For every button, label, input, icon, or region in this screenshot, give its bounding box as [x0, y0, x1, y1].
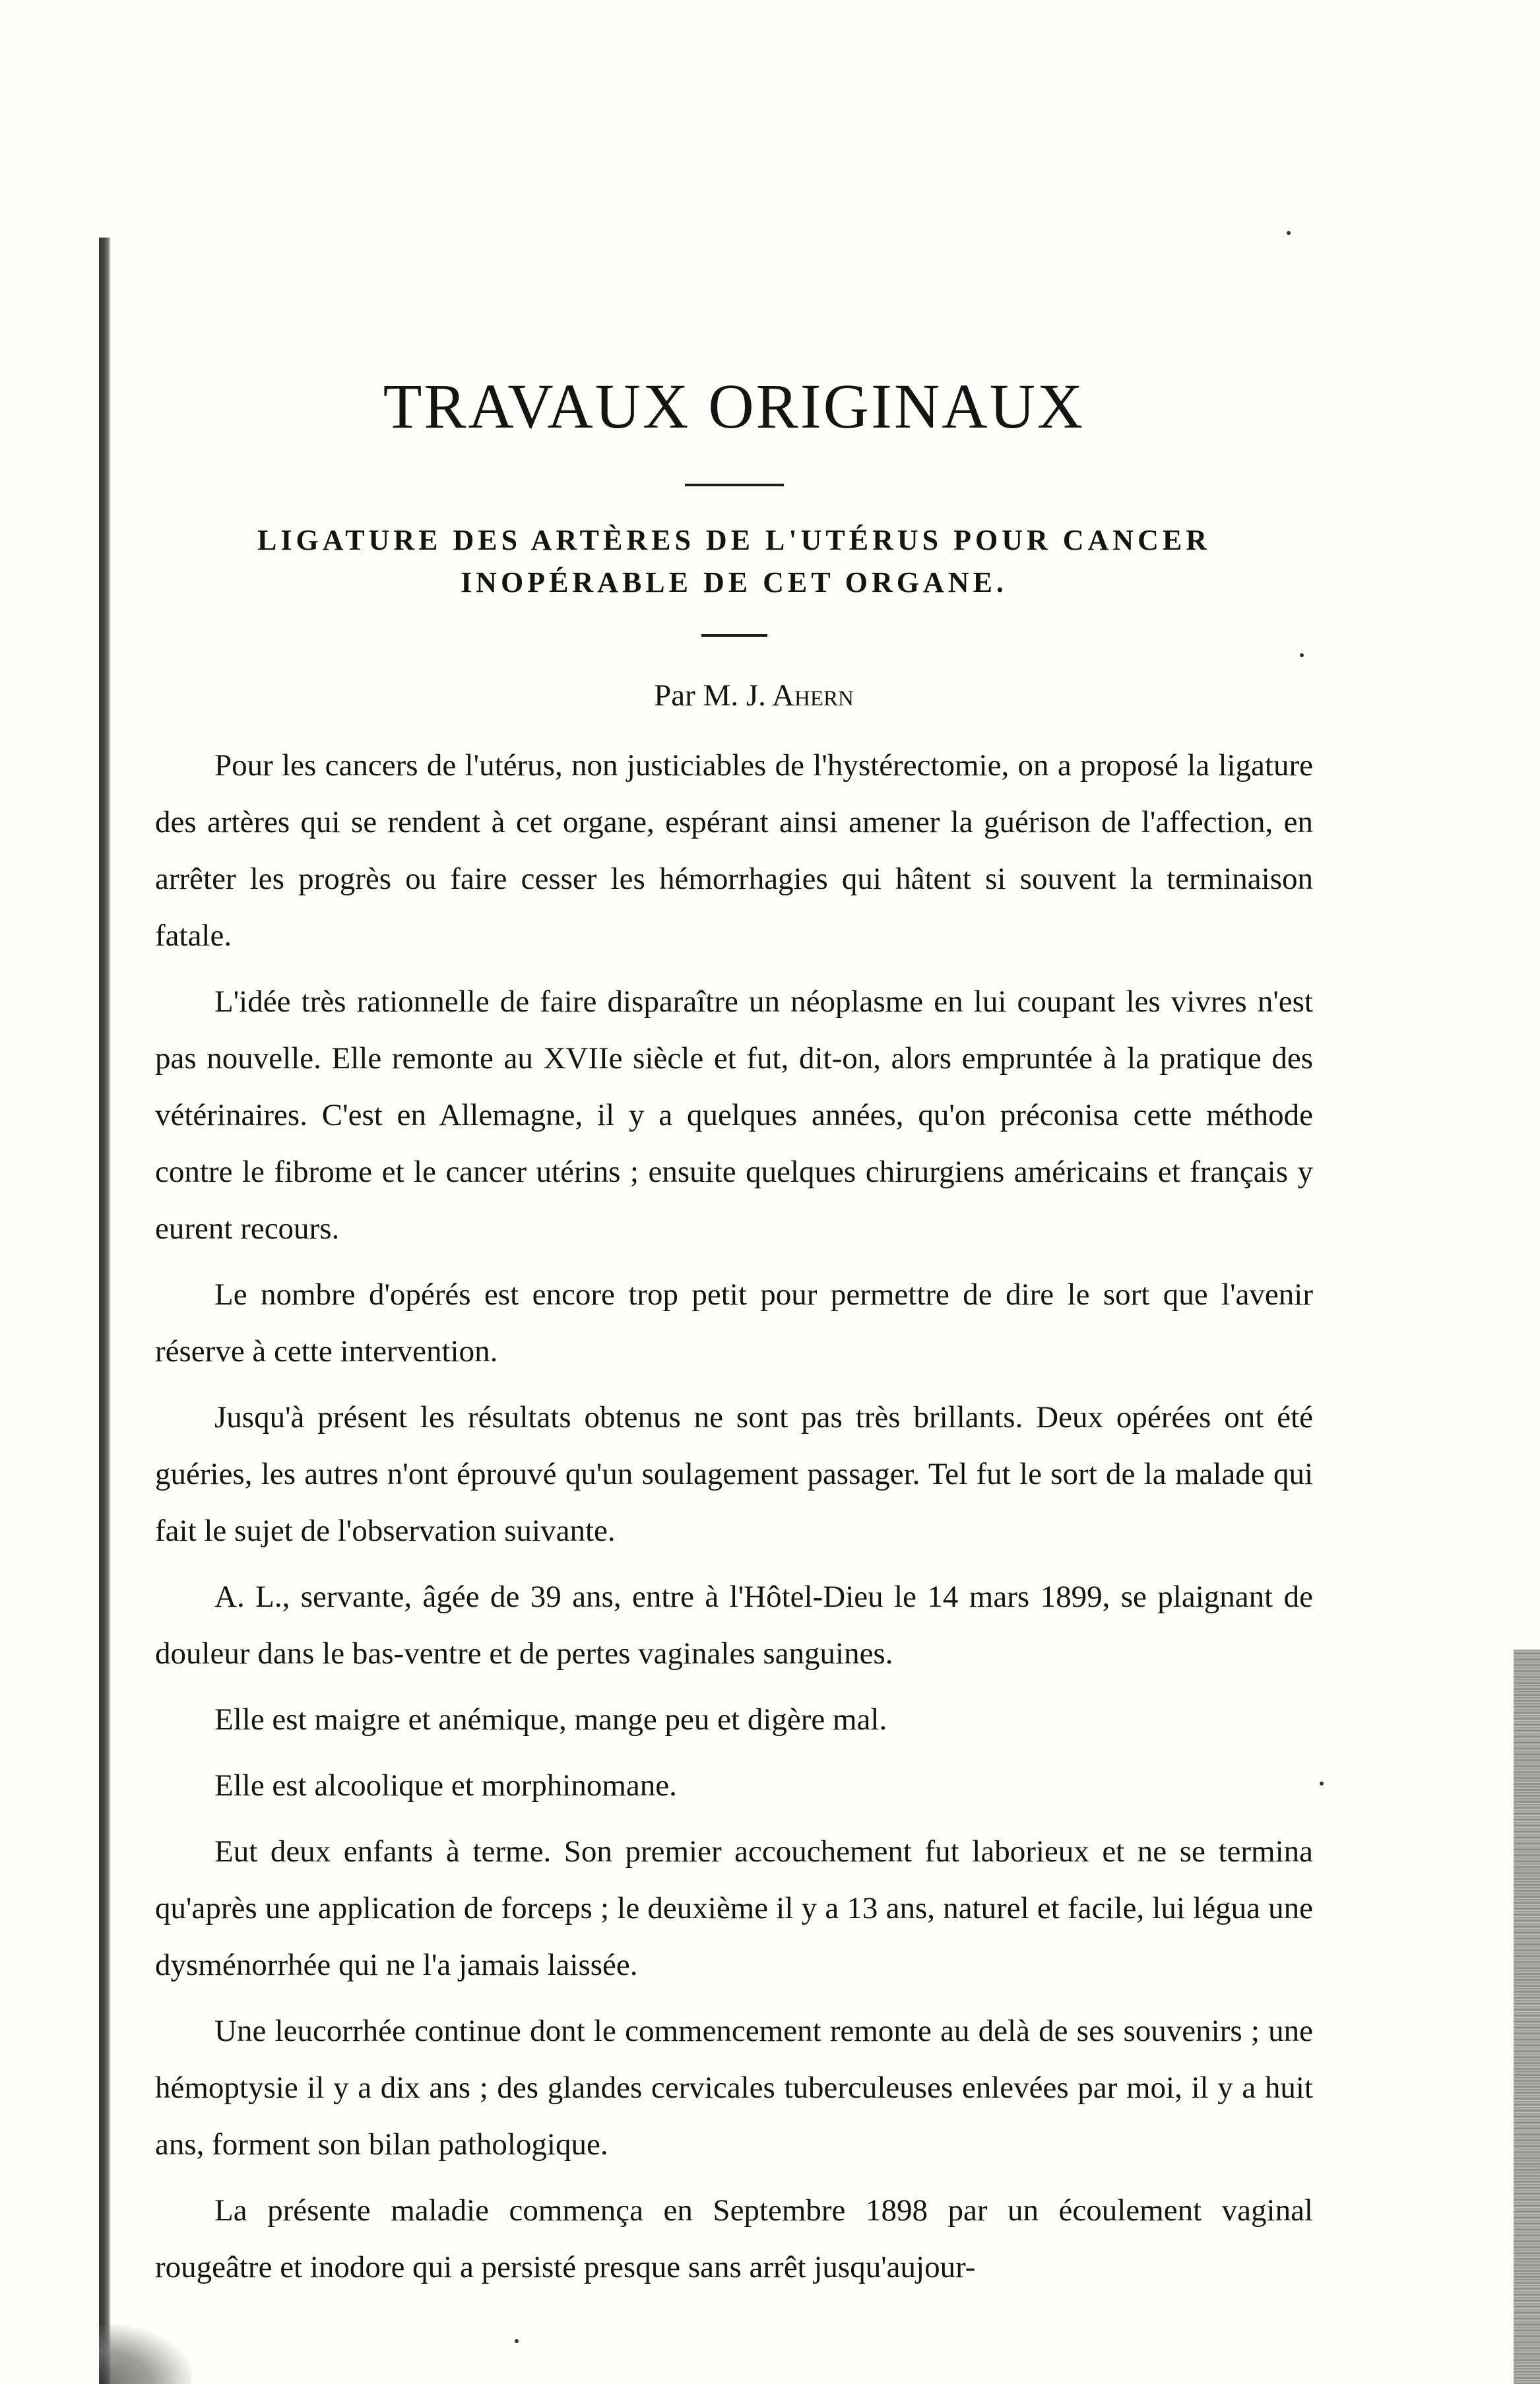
paragraph: Elle est alcoolique et morphinomane.: [214, 1768, 677, 1803]
byline-prefix: Par: [654, 678, 695, 713]
paragraph: Jusqu'à présent les résultats obtenus ne sont pas très brillants. Deux opérées ont été guéries, les autres n'ont éprouvé qu'un soulagement passager. Tel fut le sort de la malade qui fait le sujet de l'observation suivante.: [155, 1400, 1313, 1548]
heading-rule: [685, 484, 784, 486]
byline: [195, 678, 1313, 713]
article-body: [155, 737, 1313, 2296]
scan-speck: [1320, 1782, 1324, 1786]
scan-right-edge-shadow: [1514, 1650, 1540, 2384]
paragraph: Une leucorrhée continue dont le commencement remonte au delà de ses souvenirs ; une hémoptysie il y a dix ans ; des glandes cervicales tuberculeuses enlevées par moi, il y a huit ans, forment son bilan pathologique.: [155, 2014, 1313, 2162]
scan-left-edge-shadow: [99, 238, 111, 2384]
article-title: LIGATURE DES ARTÈRES DE L'UTÉRUS POUR CANCER INOPÉRABLE DE CET ORGANE.: [257, 524, 1211, 598]
paragraph: Pour les cancers de l'utérus, non justiciables de l'hystérectomie, on a proposé la ligature des artères qui se rendent à cet organe, espérant ainsi amener la guérison de l'affection, en arrêter les progrès ou faire cesser les hémorrhagies qui hâtent si souvent la terminaison fatale.: [155, 748, 1313, 953]
paragraph: La présente maladie commença en Septembre 1898 par un écoulement vaginal rougeâtre et inodore qui a persisté presque sans arrêt jusqu'aujour-: [155, 2193, 1313, 2284]
page-content: [155, 370, 1313, 2305]
title-rule: [701, 634, 767, 637]
paragraph: Le nombre d'opérés est encore trop petit pour permettre de dire le sort que l'avenir réserve à cette intervention.: [155, 1277, 1313, 1369]
paragraph: Elle est maigre et anémique, mange peu et digère mal.: [214, 1702, 887, 1737]
paragraph: Eut deux enfants à terme. Son premier accouchement fut laborieux et ne se termina qu'après une application de forceps ; le deuxième il y a 13 ans, naturel et facile, lui légua une dysménorrhée qui ne l'a jamais laissée.: [155, 1834, 1313, 1982]
scan-corner-shadow: [99, 2325, 191, 2384]
section-heading: TRAVAUX ORIGINAUX: [383, 371, 1085, 441]
scan-speck: [1287, 231, 1291, 235]
paragraph: A. L., servante, âgée de 39 ans, entre à l'Hôtel-Dieu le 14 mars 1899, se plaignant de douleur dans le bas-ventre et de pertes vaginales sanguines.: [155, 1580, 1313, 1671]
byline-author: M. J. Ahern: [703, 678, 854, 713]
scan-speck: [515, 2339, 519, 2343]
paragraph: L'idée très rationnelle de faire disparaître un néoplasme en lui coupant les vivres n'est pas nouvelle. Elle remonte au XVIIe siècle et fut, dit-on, alors empruntée à la pratique des vétérinaires. C'est en Allemagne, il y a quelques années, qu'on préconisa cette méthode contre le fibrome et le cancer utérins ; ensuite quelques chirurgiens américains et français y eurent recours.: [155, 984, 1313, 1246]
